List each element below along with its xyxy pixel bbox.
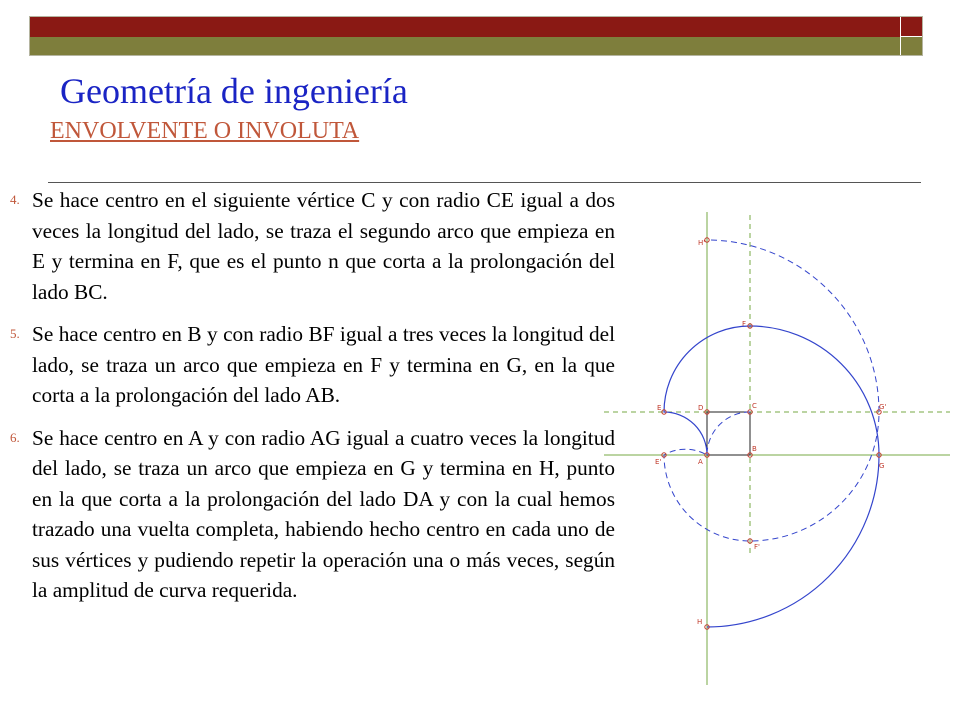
involute-construction-diagram: [604, 205, 960, 685]
label-b: B: [752, 445, 757, 453]
label-h-prime: H': [698, 239, 706, 247]
step-text: Se hace centro en el siguiente vértice C y con radio CE igual a dos veces la longitud del lado, se traza el segundo arco que empieza en E y termina en F, que es el punto n que corta a la prolongación del lado BC.: [32, 188, 615, 304]
steps-list: [10, 185, 615, 618]
step-item: [10, 319, 615, 411]
involute-dashed-curve: [664, 240, 879, 541]
label-a: A: [698, 458, 703, 466]
label-d: D: [698, 404, 704, 412]
label-g: G: [879, 462, 885, 470]
label-f: F: [742, 320, 747, 328]
step-item: [10, 423, 615, 606]
label-c: C: [752, 402, 757, 410]
label-h: H: [697, 618, 703, 626]
point-labels: [655, 239, 886, 626]
page-title: Geometría de ingeniería: [60, 71, 408, 111]
label-f-prime: F': [754, 543, 760, 551]
step-number: 5.: [10, 326, 20, 341]
step-text: Se hace centro en B y con radio BF igual a tres veces la longitud del lado, se traza un arco que empieza en F y termina en G, en la que corta a la prolongación del lado AB.: [32, 322, 615, 407]
label-e: E: [657, 404, 662, 412]
top-bar-olive-strip: [30, 37, 900, 55]
title-divider: [48, 182, 921, 183]
guide-lines: [604, 212, 950, 685]
top-bar-corner-square-lower: [900, 37, 922, 55]
involute-solid-curve: [664, 326, 879, 627]
top-decorative-bar: [29, 16, 923, 56]
label-e-prime: E': [655, 458, 662, 466]
top-bar-corner-square: [900, 17, 922, 37]
construction-points: [662, 238, 881, 629]
step-text: Se hace centro en A y con radio AG igual a cuatro veces la longitud del lado, se traza un arco que empieza en G y termina en H, punto en la que corta a la prolongación del lado DA y con la cual hemos trazado una vuelta completa, habiendo hecho centro en cada uno de sus vértices y pudiendo repetir la operación una o más veces, según la amplitud de curva requerida.: [32, 425, 615, 602]
square-abcd: [707, 412, 750, 455]
step-number: 6.: [10, 429, 20, 445]
page-subtitle: ENVOLVENTE O INVOLUTA: [50, 118, 360, 144]
step-item: [10, 185, 615, 307]
label-g-prime: G': [879, 403, 887, 411]
step-number: 4.: [10, 192, 20, 207]
